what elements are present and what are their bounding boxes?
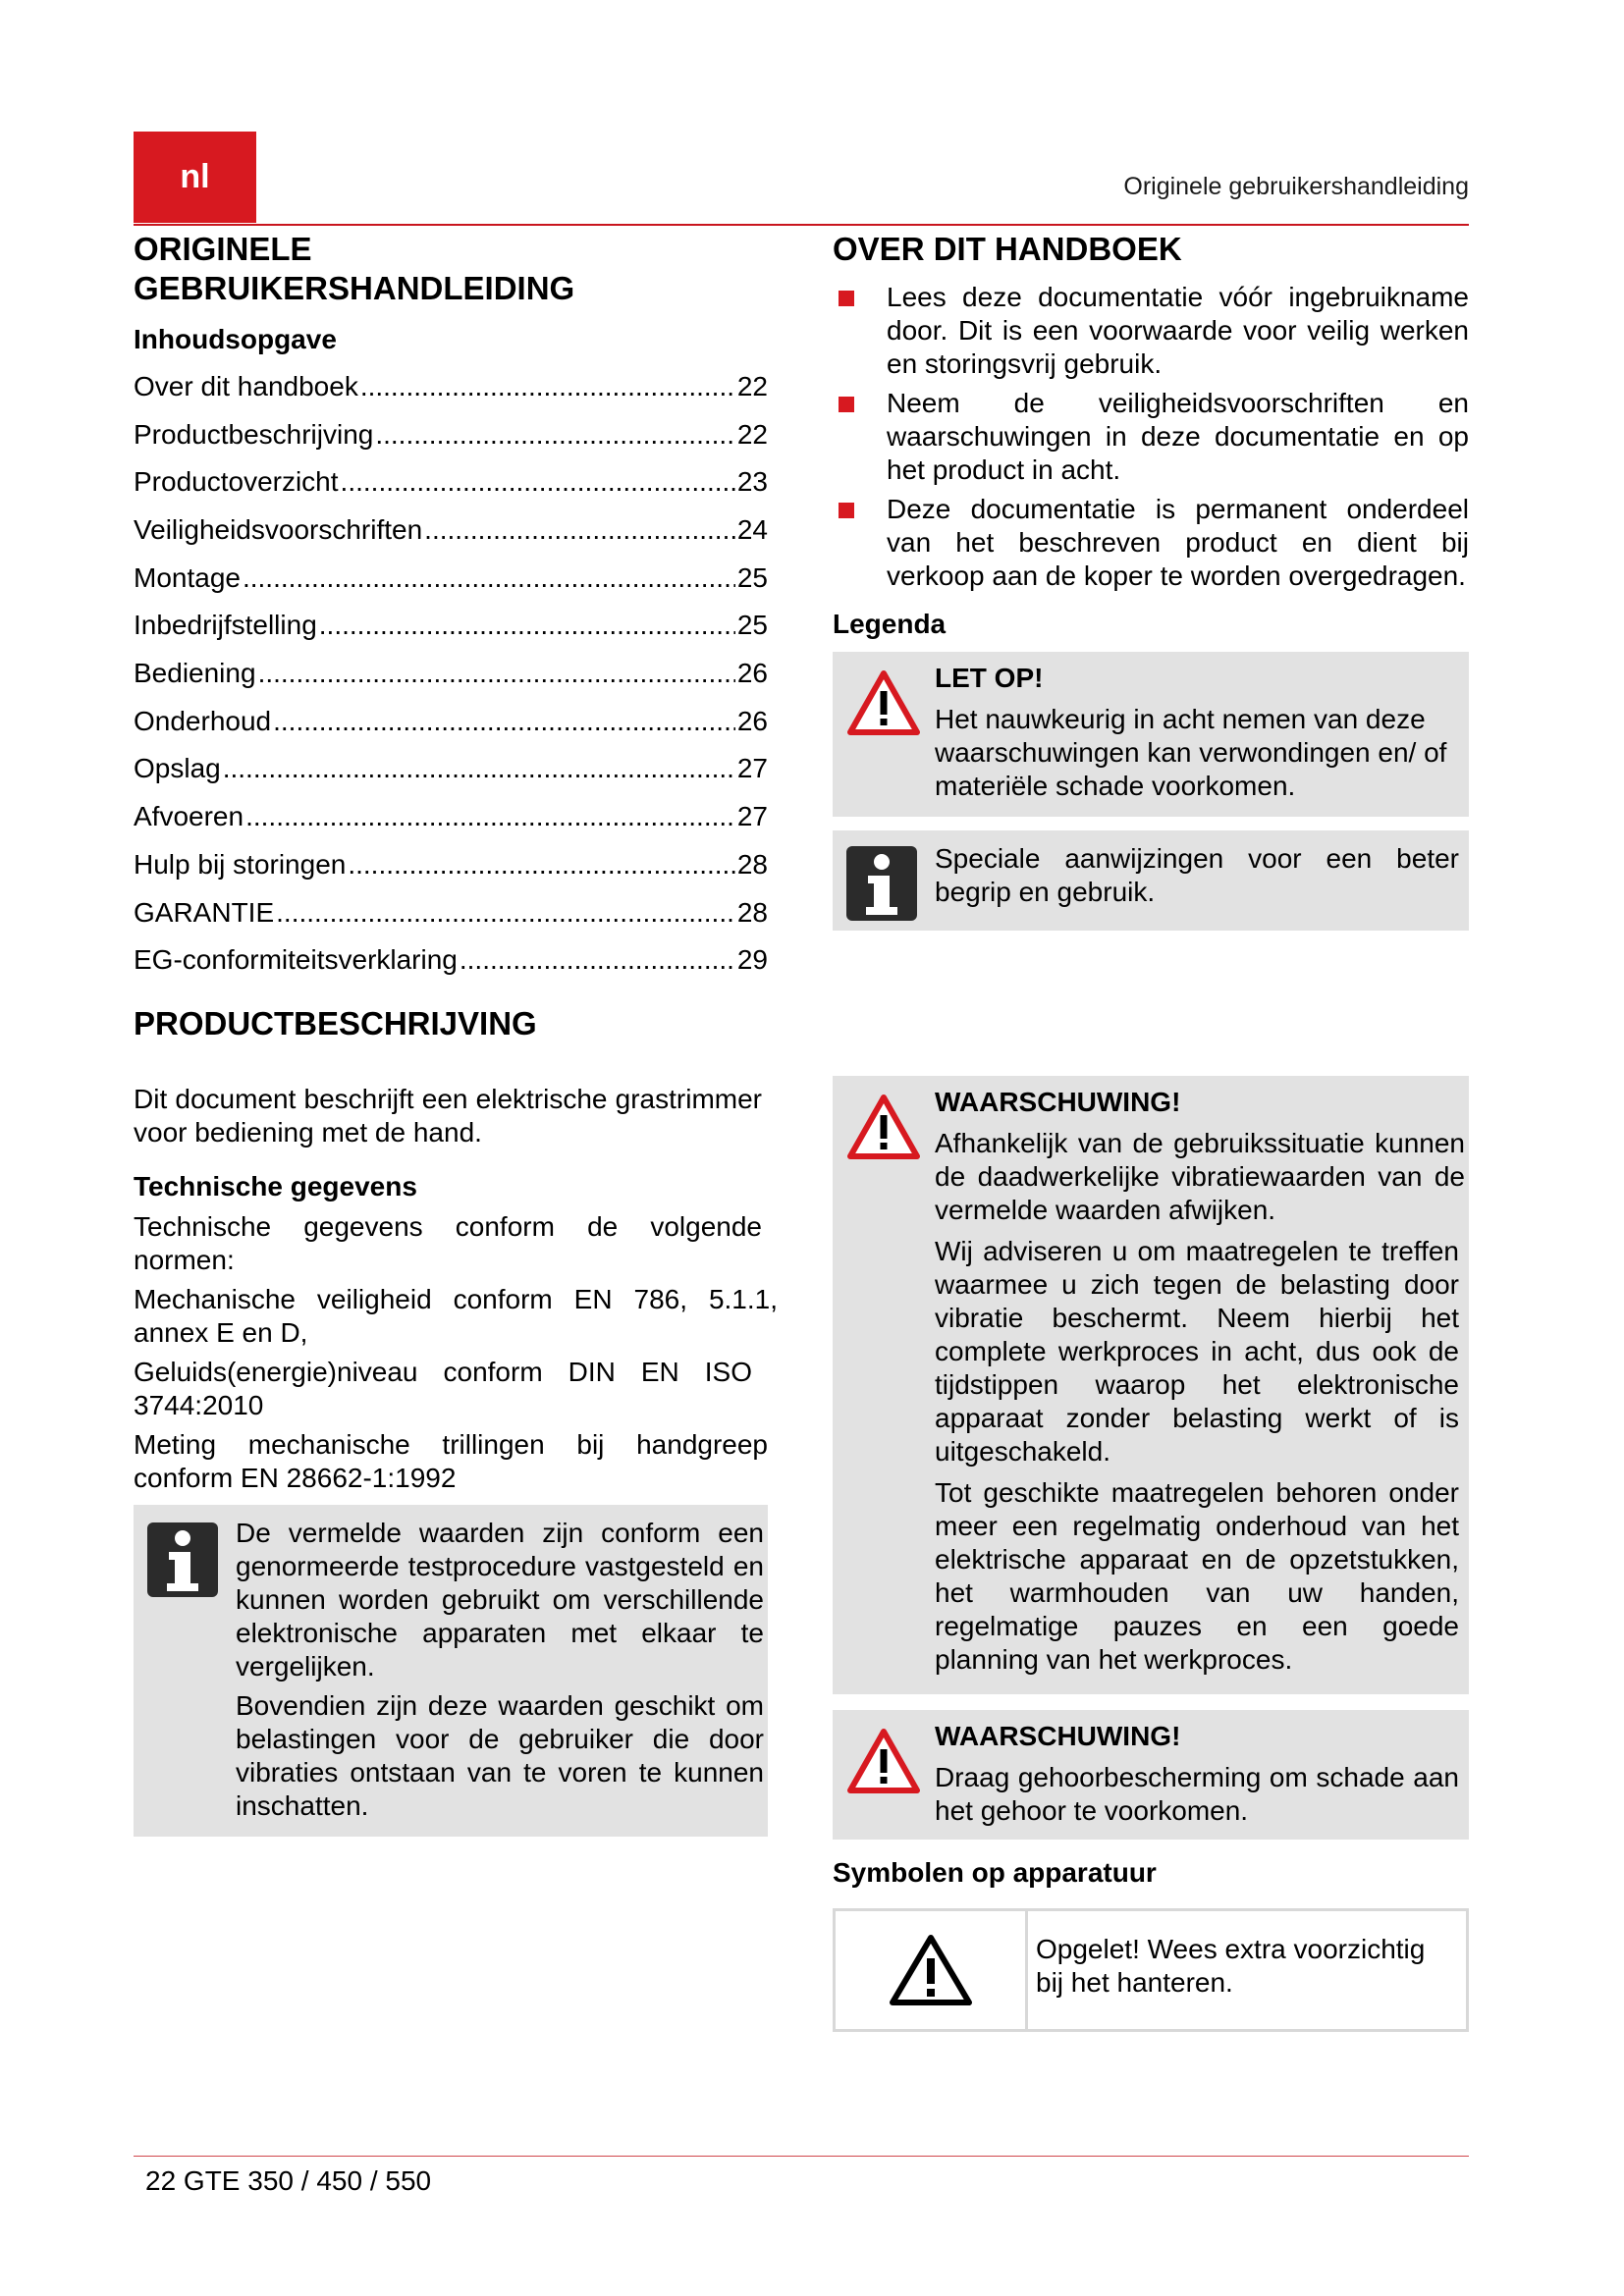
toc-dot-leader xyxy=(424,507,735,555)
toc-entry-page: 25 xyxy=(736,561,768,593)
toc-dot-leader xyxy=(348,841,735,889)
toc-entry-title: Hulp bij storingen xyxy=(134,848,347,880)
info-icon xyxy=(147,1522,218,1597)
info-text-1: De vermelde waarden zijn conform een genormeerde testprocedure vastgesteld en kunnen worden gebruikt om verschillende elektronische apparaten met elkaar te vergelijken. xyxy=(236,1517,764,1682)
toc-entry-title: Productoverzicht xyxy=(134,466,339,498)
info-icon xyxy=(846,846,917,921)
toc-dot-leader xyxy=(460,936,735,985)
toc-entry-page: 29 xyxy=(736,944,768,976)
toc-row xyxy=(134,889,768,937)
bullet-square-icon xyxy=(839,291,854,306)
toc-entry-title: Afvoeren xyxy=(134,801,244,832)
about-heading: OVER DIT HANDBOEK xyxy=(833,231,1182,267)
toc-entry-page: 28 xyxy=(736,848,768,880)
warning-triangle-icon xyxy=(846,669,921,736)
toc-row xyxy=(134,507,768,555)
warning-text-3: Tot geschikte maatregelen behoren onder meer een regelmatig onderhoud van het elektrische apparaat en de opzetstukken, het warmhouden van uw handen, regelmatige pauzes en een goede planning van het werkproces. xyxy=(935,1477,1459,1675)
toc-entry-title: Bediening xyxy=(134,658,256,689)
toc-entry-page: 27 xyxy=(736,801,768,832)
toc-entry-title: EG-conformiteitsverklaring xyxy=(134,944,458,976)
warning-box-hearing xyxy=(833,1710,1469,1840)
header-rule xyxy=(134,224,1469,226)
tech-text-2: Mechanische veiligheid conform EN 786, 5.1.1, annex E en D, xyxy=(134,1283,778,1348)
toc-dot-leader xyxy=(245,793,735,841)
bullet-square-icon xyxy=(839,397,854,412)
toc-entry-page: 24 xyxy=(736,514,768,546)
language-tab: nl xyxy=(134,132,256,223)
toc-dot-leader xyxy=(223,745,735,793)
caution-triangle-icon xyxy=(888,1933,974,2007)
toc-entry-title: Opslag xyxy=(134,753,221,784)
caution-box xyxy=(833,652,1469,817)
toc-entry-title: Onderhoud xyxy=(134,705,272,736)
toc-dot-leader xyxy=(319,602,735,650)
warning-triangle-icon xyxy=(846,1728,921,1794)
toc-entry-page: 26 xyxy=(736,658,768,689)
toc-row xyxy=(134,555,768,603)
symbol-description: Opgelet! Wees extra voorzichtig bij het hanteren. xyxy=(1036,1934,1426,1998)
left-column xyxy=(134,230,778,1837)
toc-entry-title: Inbedrijfstelling xyxy=(134,610,317,641)
warning-text-2: Wij adviseren u om maatregelen te treffen waarmee u zich tegen de belasting door vibratie beschermt. Neem hierbij het complete werkproces in acht, dus ook de tijdstippen waarop het elektronische apparaat zonder belasting werkt of is uitgeschakeld. xyxy=(935,1236,1459,1467)
toc-entry-title: Over dit handboek xyxy=(134,370,358,401)
toc-dot-leader xyxy=(360,363,735,411)
toc-dot-leader xyxy=(276,889,735,937)
info-box-legend xyxy=(833,830,1469,931)
info-text-2: Bovendien zijn deze waarden geschikt om belastingen voor de gebruiker die door vibraties ontstaan van te voren te kunnen inschatten. xyxy=(236,1689,764,1821)
toc-row xyxy=(134,458,768,507)
toc-entry-title: GARANTIE xyxy=(134,896,275,928)
tech-heading: Technische gegevens xyxy=(134,1170,417,1201)
warning-triangle-icon xyxy=(846,1094,921,1160)
toc-row xyxy=(134,746,768,794)
toc-entry-title: Productbeschrijving xyxy=(134,418,374,450)
toc-row xyxy=(134,363,768,411)
toc-entry-title: Montage xyxy=(134,561,241,593)
caution-title: LET OP! xyxy=(935,663,1044,693)
caution-text: Het nauwkeurig in acht nemen van deze waarschuwingen kan verwondingen en/ of materiële schade voorkomen. xyxy=(935,704,1447,801)
toc-entry-page: 23 xyxy=(736,466,768,498)
warning-box-vibration xyxy=(833,1076,1469,1694)
list-item: Deze documentatie is permanent onderdeel van het beschreven product en dient bij verkoop aan de koper te worden overgedragen. xyxy=(833,493,1469,593)
symbol-cell xyxy=(836,1911,1028,2029)
tech-text-1: Technische gegevens conform de volgende normen: xyxy=(134,1210,762,1275)
warning-title: WAARSCHUWING! xyxy=(935,1087,1181,1117)
product-heading: PRODUCTBESCHRIJVING xyxy=(134,1004,537,1041)
warning-hearing-text: Draag gehoorbescherming om schade aan het gehoor te voorkomen. xyxy=(935,1762,1459,1826)
warning-title: WAARSCHUWING! xyxy=(935,1721,1181,1751)
product-text: Dit document beschrijft een elektrische grastrimmer voor bediening met de hand. xyxy=(134,1083,762,1148)
list-item: Neem de veiligheidsvoorschriften en waarschuwingen in deze documentatie en op het product in acht. xyxy=(833,387,1469,487)
toc-dot-leader xyxy=(341,458,735,507)
toc-row xyxy=(134,793,768,841)
toc-row xyxy=(134,841,768,889)
toc-dot-leader xyxy=(258,650,735,698)
toc-dot-leader xyxy=(375,411,735,459)
toc-entry-page: 26 xyxy=(736,705,768,736)
info-legend-text: Speciale aanwijzingen voor een beter begrip en gebruik. xyxy=(935,843,1459,907)
toc-row xyxy=(134,411,768,459)
toc-entry-page: 27 xyxy=(736,753,768,784)
table-of-contents xyxy=(134,363,778,985)
toc-entry-title: Veiligheidsvoorschriften xyxy=(134,514,423,546)
warning-text-1: Afhankelijk van de gebruikssituatie kunnen de daadwerkelijke vibratiewaarden van de vermelde waarden afwijken. xyxy=(935,1128,1465,1225)
list-item: Lees deze documentatie vóór ingebruikname door. Dit is een voorwaarde voor veilig werken en storingsvrij gebruik. xyxy=(833,281,1469,381)
toc-row xyxy=(134,936,768,985)
footer-rule xyxy=(134,2156,1469,2157)
toc-entry-page: 25 xyxy=(736,610,768,641)
toc-heading: Inhoudsopgave xyxy=(134,324,337,354)
about-bullet-list xyxy=(833,281,1469,593)
legend-heading: Legenda xyxy=(833,609,947,639)
symbols-heading: Symbolen op apparatuur xyxy=(833,1857,1157,1888)
symbol-description-cell xyxy=(1028,1911,1466,2029)
footer-page-info: 22 GTE 350 / 450 / 550 xyxy=(145,2165,432,2196)
toc-entry-page: 22 xyxy=(736,418,768,450)
toc-dot-leader xyxy=(273,698,735,746)
right-column xyxy=(833,230,1469,2032)
bullet-square-icon xyxy=(839,503,854,518)
toc-entry-page: 22 xyxy=(736,370,768,401)
toc-row xyxy=(134,698,768,746)
toc-row xyxy=(134,602,768,650)
toc-row xyxy=(134,650,768,698)
toc-entry-page: 28 xyxy=(736,896,768,928)
header-title: Originele gebruikershandleiding xyxy=(1123,173,1469,200)
manual-title: ORIGINELE GEBRUIKERSHANDLEIDING xyxy=(134,231,575,306)
tech-text-4: Meting mechanische trillingen bij handgreep conform EN 28662-1:1992 xyxy=(134,1428,768,1493)
symbols-table xyxy=(833,1908,1469,2032)
tech-text-3: Geluids(energie)niveau conform DIN EN ISO 3744:2010 xyxy=(134,1356,752,1420)
toc-dot-leader xyxy=(243,555,735,603)
info-box-vibration xyxy=(134,1505,768,1837)
